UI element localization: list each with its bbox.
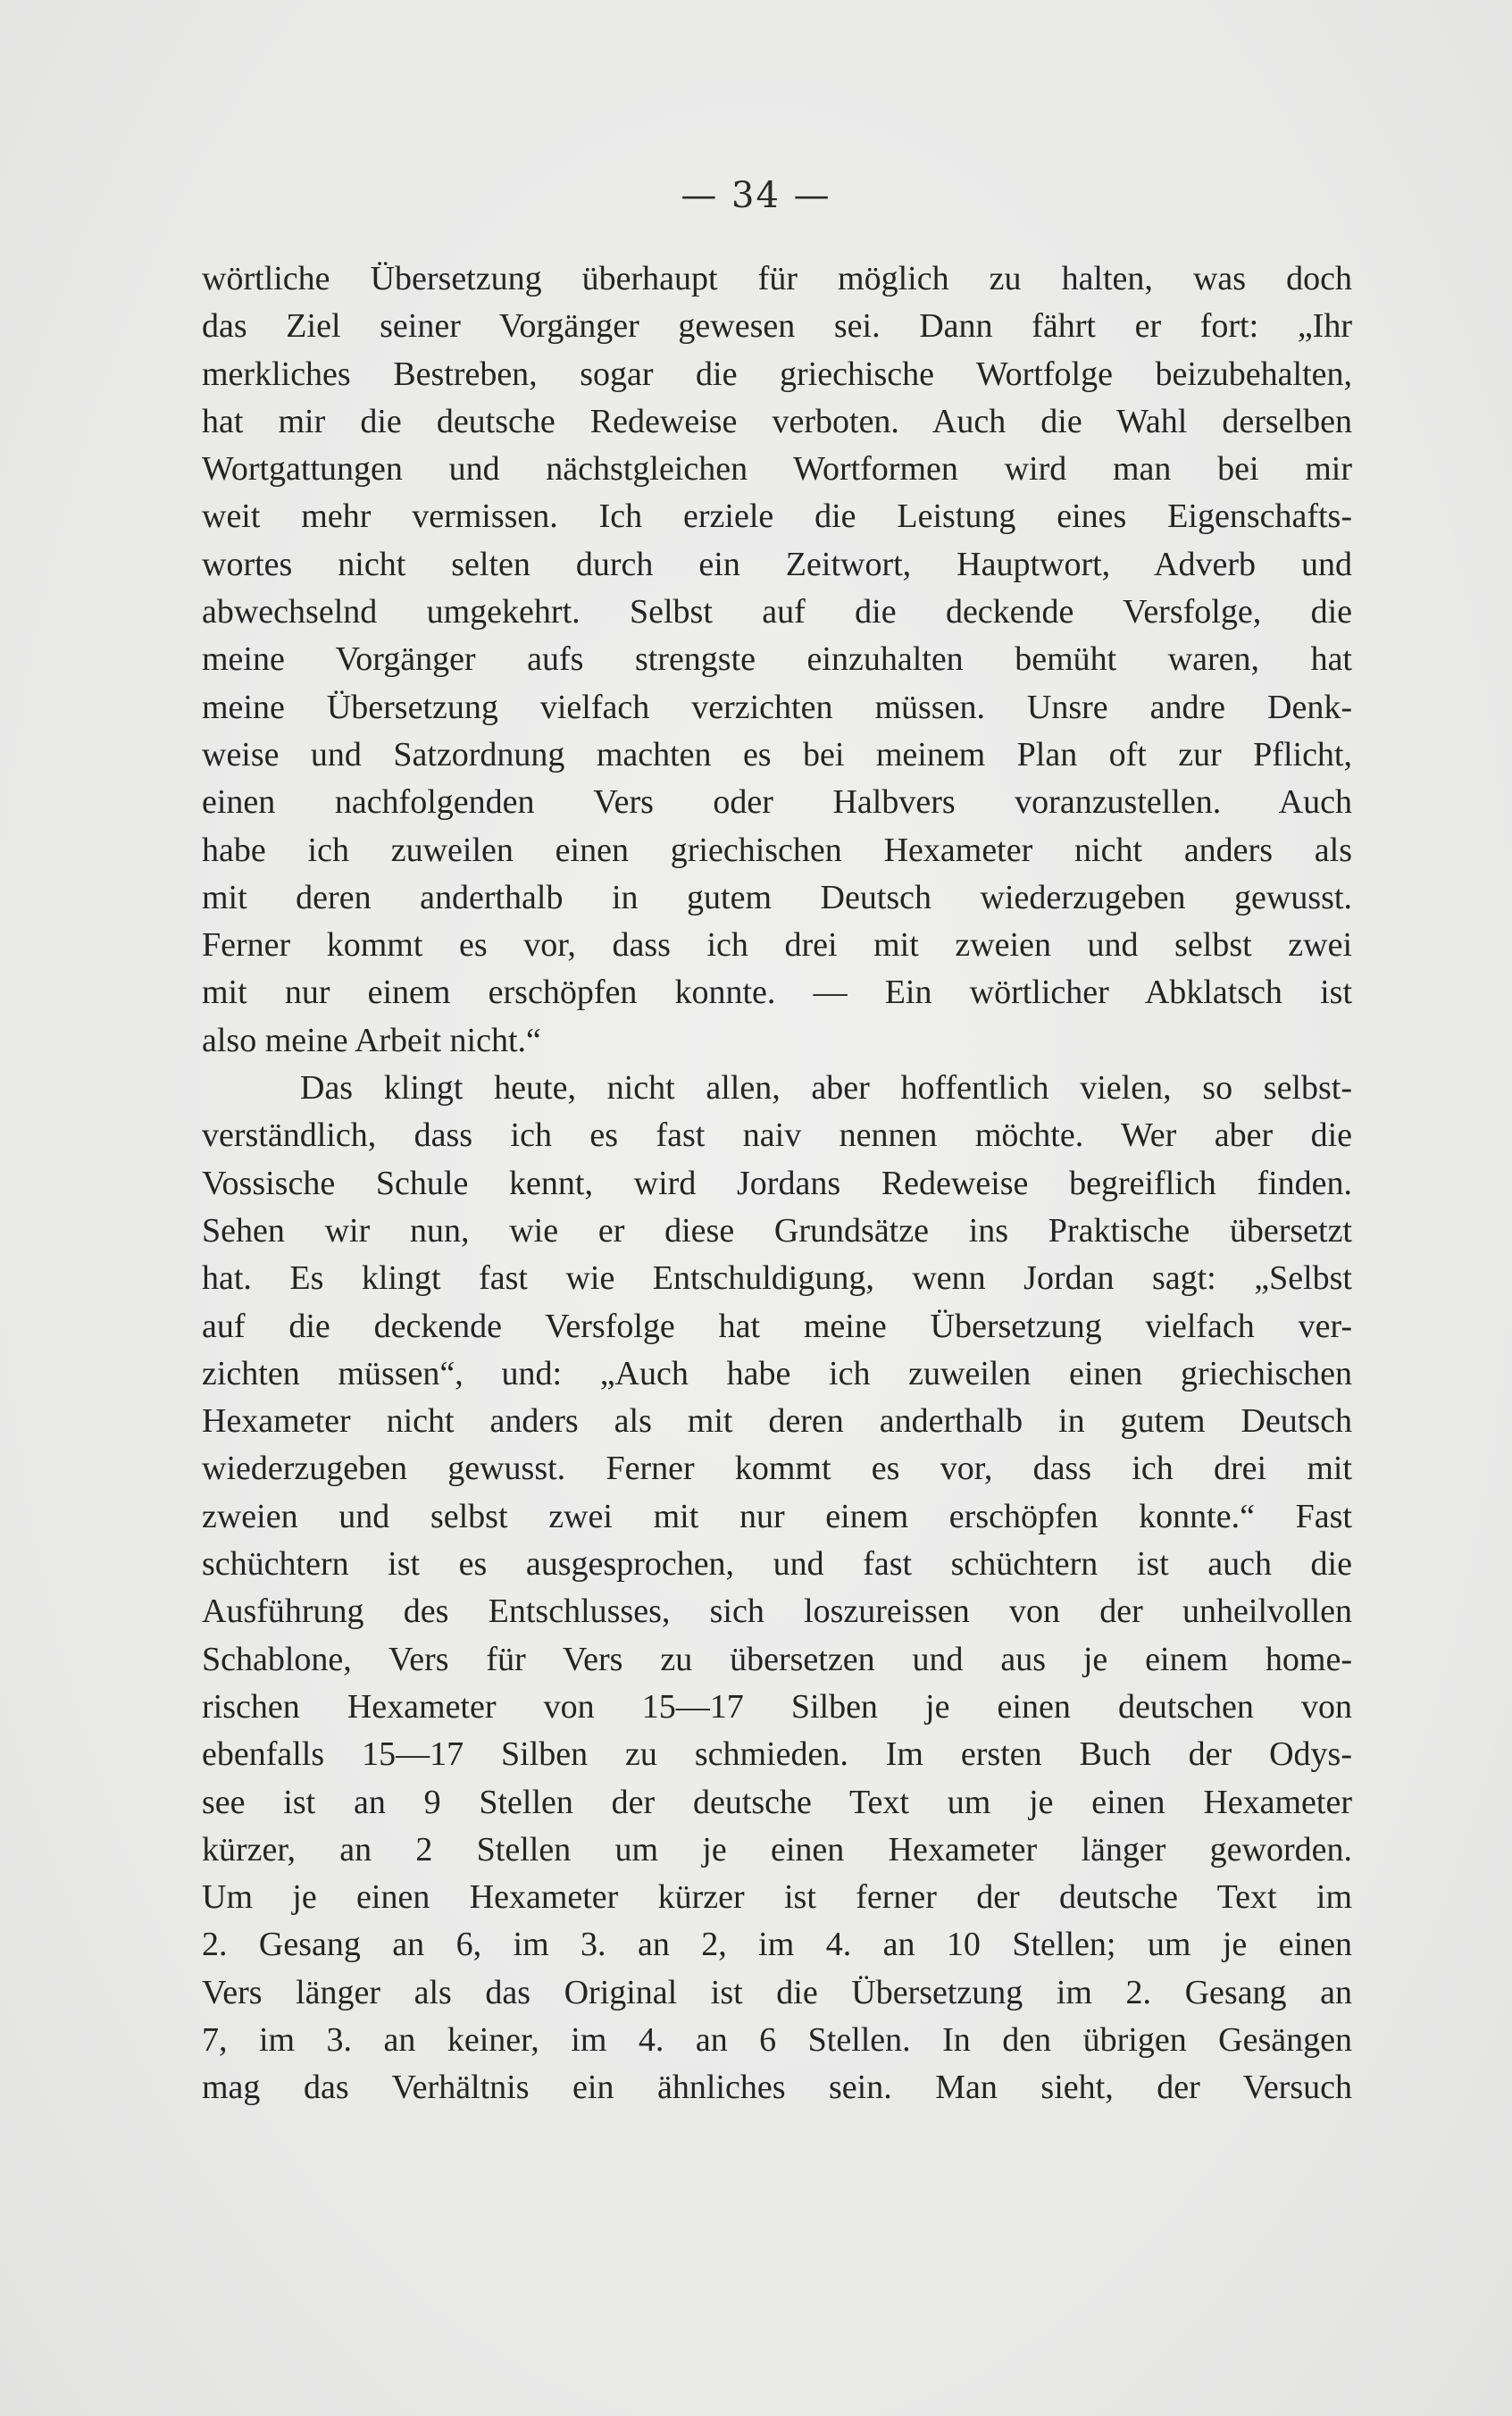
text-line: Hexameter nicht anders als mit deren anderthalb in gutem Deutsch [202,1402,1352,1441]
text-line: Sehen wir nun, wie er diese Grundsätze ins Praktische übersetzt [202,1211,1352,1250]
text-line: hat mir die deutsche Redeweise verboten. Auch die Wahl derselben [202,402,1352,440]
text-line: Ferner kommt es vor, dass ich drei mit zweien und selbst zwei [202,926,1352,965]
text-line: see ist an 9 Stellen der deutsche Text um je einen Hexameter [202,1783,1352,1821]
text-line: wortes nicht selten durch ein Zeitwort, Hauptwort, Adverb und [202,545,1352,583]
text-line: einen nachfolgenden Vers oder Halbvers voranzustellen. Auch [202,783,1352,822]
text-line: Wortgattungen und nächstgleichen Wortformen wird man bei mir [202,450,1352,489]
text-line: mit deren anderthalb in gutem Deutsch wiederzugeben gewusst. [202,878,1352,916]
text-line: mag das Verhältnis ein ähnliches sein. Man sieht, der Versuch [202,2069,1352,2107]
text-line: wörtliche Übersetzung überhaupt für möglich zu halten, was doch [202,260,1352,297]
text-line: wiederzugeben gewusst. Ferner kommt es vor, dass ich drei mit [202,1450,1352,1488]
text-line: mit nur einem erschöpfen konnte. — Ein wörtlicher Abklatsch ist [202,974,1352,1012]
paragraph-start-line: Das klingt heute, nicht allen, aber hoffentlich vielen, so selbst- [300,1069,1352,1108]
text-line: hat. Es klingt fast wie Entschuldigung, wenn Jordan sagt: „Selbst [202,1259,1352,1298]
page-number: — 34 — [681,175,831,216]
text-line: 7, im 3. an keiner, im 4. an 6 Stellen. In den übrigen Gesängen [202,2020,1352,2059]
text-line: habe ich zuweilen einen griechischen Hexameter nicht anders als [202,831,1352,869]
text-line: Vossische Schule kennt, wird Jordans Redeweise begreiflich finden. [202,1164,1352,1202]
text-line: Ausführung des Entschlusses, sich loszureissen von der unheilvollen [202,1593,1352,1631]
text-line: meine Übersetzung vielfach verzichten müssen. Unsre andre Denk- [202,688,1352,726]
text-line: rischen Hexameter von 15—17 Silben je einen deutschen von [202,1687,1352,1726]
text-line: weise und Satzordnung machten es bei meinem Plan oft zur Pflicht, [202,735,1352,773]
text-line: ebenfalls 15—17 Silben zu schmieden. Im ersten Buch der Odys- [202,1735,1352,1774]
text-line: schüchtern ist es ausgesprochen, und fast schüchtern ist auch die [202,1545,1352,1584]
text-line: auf die deckende Versfolge hat meine Übersetzung vielfach ver- [202,1307,1352,1345]
text-line: zweien und selbst zwei mit nur einem erschöpfen konnte.“ Fast [202,1497,1352,1535]
text-line: Schablone, Vers für Vers zu übersetzen und aus je einem home- [202,1640,1352,1678]
text-line: verständlich, dass ich es fast naiv nennen möchte. Wer aber die [202,1116,1352,1155]
text-line: meine Vorgänger aufs strengste einzuhalten bemüht waren, hat [202,640,1352,679]
text-line: kürzer, an 2 Stellen um je einen Hexameter länger geworden. [202,1830,1352,1868]
text-line: abwechselnd umgekehrt. Selbst auf die deckende Versfolge, die [202,593,1352,631]
text-line: zichten müssen“, und: „Auch habe ich zuweilen einen griechischen [202,1354,1352,1392]
text-line: weit mehr vermissen. Ich erziele die Leistung eines Eigenschafts- [202,497,1352,536]
text-line: 2. Gesang an 6, im 3. an 2, im 4. an 10 Stellen; um je einen [202,1926,1352,1964]
body-text [202,255,1352,2112]
text-line: merkliches Bestreben, sogar die griechische Wortfolge beizubehalten, [202,355,1352,393]
text-line: das Ziel seiner Vorgänger gewesen sei. Dann fährt er fort: „Ihr [202,307,1352,346]
paragraph-end-line: also meine Arbeit nicht.“ [202,1021,541,1059]
text-line: Um je einen Hexameter kürzer ist ferner der deutsche Text im [202,1878,1352,1917]
text-line: Vers länger als das Original ist die Übersetzung im 2. Gesang an [202,1973,1352,2011]
